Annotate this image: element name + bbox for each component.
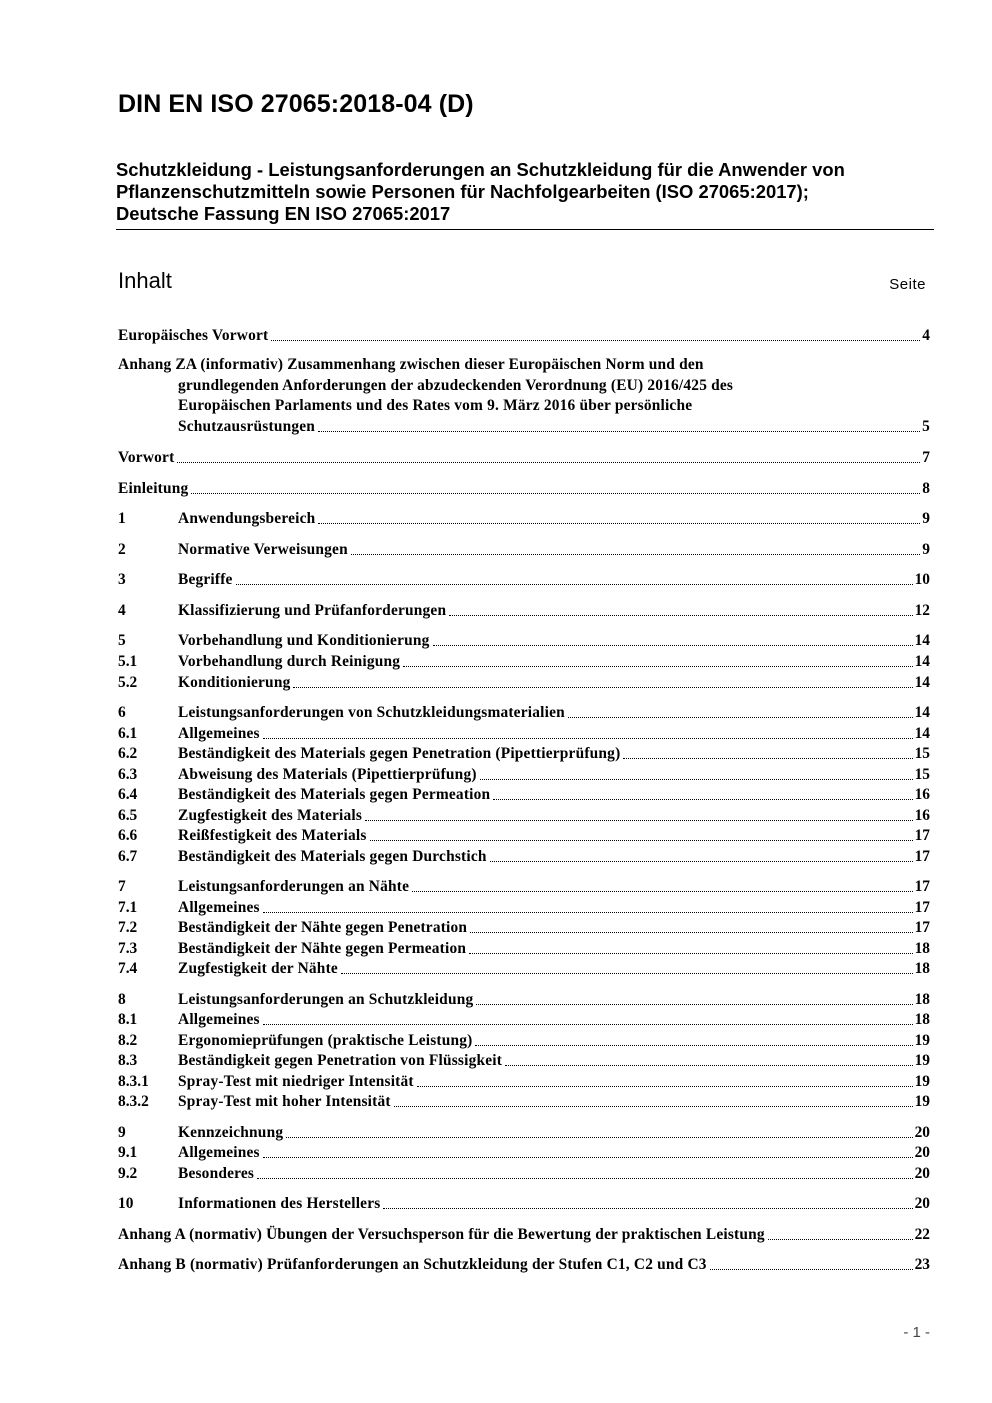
toc-entry-number: 8.3: [118, 1052, 138, 1069]
toc-dot-leader: [480, 779, 913, 780]
toc-entry-title: Ergonomieprüfungen (praktische Leistung): [178, 1032, 473, 1049]
toc-entry[interactable]: [118, 601, 930, 621]
toc-entry[interactable]: [118, 1194, 930, 1214]
toc-dot-leader: [469, 953, 912, 954]
toc-entry[interactable]: [118, 744, 930, 764]
toc-dot-leader: [470, 932, 912, 933]
toc-entry[interactable]: [118, 990, 930, 1010]
toc-dot-leader: [263, 912, 913, 913]
toc-entry-page: 19: [914, 1032, 930, 1049]
toc-entry-number: 6.7: [118, 848, 138, 865]
document-title: [116, 159, 934, 230]
toc-entry-title: Leistungsanforderungen an Nähte: [178, 878, 410, 895]
toc-dot-leader: [263, 738, 913, 739]
toc-dot-leader: [293, 687, 912, 688]
toc-entry-title: Zugfestigkeit der Nähte: [178, 960, 338, 977]
toc-entry-page: 18: [914, 991, 930, 1008]
toc-entry-page: 9: [922, 541, 930, 558]
toc-entry[interactable]: [118, 939, 930, 959]
toc-entry-page: 20: [914, 1124, 930, 1141]
toc-dot-leader: [403, 666, 912, 667]
toc-entry-page: 17: [914, 899, 930, 916]
toc-entry-page: 22: [914, 1226, 930, 1243]
toc-entry-title: Europäisches Vorwort: [118, 327, 269, 344]
toc-dot-leader: [383, 1208, 912, 1209]
toc-entry-title: Einleitung: [118, 480, 189, 497]
toc-dot-leader: [191, 493, 920, 494]
toc-entry-title: Allgemeines: [178, 725, 260, 742]
toc-entry-page: 18: [914, 940, 930, 957]
toc-dot-leader: [394, 1106, 913, 1107]
toc-dot-leader: [263, 1024, 913, 1025]
toc-entry[interactable]: [118, 1123, 930, 1143]
toc-entry[interactable]: [118, 898, 930, 918]
toc-entry-page: 9: [922, 510, 930, 527]
toc-dot-leader: [263, 1157, 913, 1158]
toc-entry[interactable]: [118, 1031, 930, 1051]
toc-entry-number: 5: [118, 632, 126, 649]
toc-dot-leader: [318, 523, 920, 524]
toc-dot-leader: [412, 891, 913, 892]
toc-entry-page: 14: [914, 632, 930, 649]
toc-heading: Inhalt: [118, 268, 172, 293]
toc-entry-title: Klassifizierung und Prüfanforderungen: [178, 602, 447, 619]
toc-dot-leader: [318, 431, 920, 432]
toc-entry-page: 10: [914, 571, 930, 588]
toc-entry-title: Spray-Test mit hoher Intensität: [178, 1093, 391, 1110]
toc-entry-title: Abweisung des Materials (Pipettierprüfung): [178, 766, 477, 783]
toc-entry-number: 6.2: [118, 745, 138, 762]
toc-entry-page: 4: [922, 327, 930, 344]
toc-entry-title: Besonderes: [178, 1165, 255, 1182]
toc-entry-number: 8.3.2: [118, 1093, 149, 1110]
toc-entry[interactable]: [118, 1051, 930, 1071]
toc-entry[interactable]: [118, 959, 930, 979]
toc-entry[interactable]: [118, 631, 930, 651]
toc-dot-leader: [476, 1004, 912, 1005]
toc-entry-number: 5.2: [118, 674, 138, 691]
toc-entry-title: Begriffe: [178, 571, 233, 588]
toc-entry-title-line: grundlegenden Anforderungen der abzudeckenden Verordnung (EU) 2016/425 des: [178, 376, 734, 394]
toc-entry-title: Beständigkeit des Materials gegen Durchstich: [178, 848, 487, 865]
toc-entry-number: 5.1: [118, 653, 138, 670]
toc-entry[interactable]: [118, 1143, 930, 1163]
toc-entry[interactable]: [118, 479, 930, 499]
toc-entry-title: Normative Verweisungen: [178, 541, 348, 558]
toc-entry[interactable]: [118, 703, 930, 723]
toc-entry-title: Zugfestigkeit des Materials: [178, 807, 363, 824]
toc-dot-leader: [493, 799, 912, 800]
toc-entry[interactable]: [118, 1010, 930, 1030]
toc-entry-title: Anhang A (normativ) Übungen der Versuchsperson für die Bewertung der praktischen Leistung: [118, 1226, 765, 1243]
toc-entry[interactable]: [118, 326, 930, 346]
toc-dot-leader: [710, 1269, 913, 1270]
toc-entry-title: Kennzeichnung: [178, 1124, 284, 1141]
toc-entry-number: 7.2: [118, 919, 138, 936]
toc-entry-title: Allgemeines: [178, 1144, 260, 1161]
toc-entry[interactable]: [118, 509, 930, 529]
toc-dot-leader: [257, 1178, 913, 1179]
toc-entry-title-line: Europäischen Parlaments und des Rates vom 9. März 2016 über persönliche: [178, 397, 693, 414]
toc-entry[interactable]: [118, 806, 930, 826]
toc-entry-title: Vorwort: [118, 449, 175, 466]
document-title-line: Deutsche Fassung EN ISO 27065:2017: [116, 203, 451, 224]
toc-entry-title: Leistungsanforderungen an Schutzkleidung: [178, 991, 474, 1008]
toc-entry[interactable]: [118, 1072, 930, 1092]
toc-entry-title: Vorbehandlung durch Reinigung: [178, 653, 401, 670]
toc-entry-title: Spray-Test mit niedriger Intensität: [178, 1073, 414, 1090]
toc-dot-leader: [271, 340, 920, 341]
toc-entry[interactable]: [118, 847, 930, 867]
toc-entry-page: 14: [914, 704, 930, 721]
toc-dot-leader: [568, 717, 913, 718]
toc-dot-leader: [490, 861, 913, 862]
toc-entry-number: 9: [118, 1124, 126, 1141]
toc-dot-leader: [236, 584, 913, 585]
toc-entry-page: 7: [922, 449, 930, 466]
toc-entry-page: 23: [914, 1256, 930, 1273]
toc-entry-page: 19: [914, 1073, 930, 1090]
toc-dot-leader: [365, 820, 913, 821]
toc-entry-number: 4: [118, 602, 126, 619]
toc-entry-number: 6.3: [118, 766, 138, 783]
toc-entry-number: 7.3: [118, 940, 138, 957]
toc-entry-page: 18: [914, 960, 930, 977]
toc-dot-leader: [505, 1065, 913, 1066]
toc-dot-leader: [286, 1137, 912, 1138]
document-title-line: Schutzkleidung - Leistungsanforderungen an Schutzkleidung für die Anwender von: [116, 159, 845, 180]
toc-entry-page: 18: [914, 1011, 930, 1028]
toc-entry-number: 8.1: [118, 1011, 138, 1028]
toc-dot-leader: [449, 615, 912, 616]
toc-entry[interactable]: [118, 826, 930, 846]
toc-entry[interactable]: [118, 652, 930, 672]
toc-entry-number: 6: [118, 704, 126, 721]
toc-entry-title: Reißfestigkeit des Materials: [178, 827, 367, 844]
toc-entry-title: Vorbehandlung und Konditionierung: [178, 632, 430, 649]
toc-dot-leader: [177, 462, 920, 463]
toc-dot-leader: [417, 1086, 913, 1087]
toc-entry-number: 10: [118, 1195, 134, 1212]
toc-entry-page: 19: [914, 1052, 930, 1069]
toc-entry-number: 1: [118, 510, 126, 527]
toc-entry-number: 7.4: [118, 960, 138, 977]
toc-entry-page: 14: [914, 674, 930, 691]
toc-entry[interactable]: [118, 785, 930, 805]
toc-entry-page: 14: [914, 725, 930, 742]
toc-entry-number: 6.5: [118, 807, 138, 824]
toc-entry[interactable]: [118, 765, 930, 785]
toc-entry[interactable]: [118, 1255, 930, 1275]
toc-dot-leader: [433, 645, 913, 646]
toc-entry[interactable]: [118, 918, 930, 938]
toc-entry-title: Anhang B (normativ) Prüfanforderungen an Schutzkleidung der Stufen C1, C2 und C3: [118, 1256, 707, 1273]
toc-entry-page: 15: [914, 766, 930, 783]
toc-entry[interactable]: [118, 1092, 930, 1112]
toc-entry-page: 19: [914, 1093, 930, 1110]
toc-entry-title: Allgemeines: [178, 899, 260, 916]
document-id: DIN EN ISO 27065:2018-04 (D): [118, 90, 474, 118]
toc-entry-annex-za[interactable]: [118, 355, 930, 437]
toc-dot-leader: [768, 1239, 913, 1240]
toc-entry-page: 20: [914, 1165, 930, 1182]
toc-entry-title: Beständigkeit gegen Penetration von Flüssigkeit: [178, 1052, 503, 1069]
toc-entry-title: Anwendungsbereich: [178, 510, 316, 527]
toc-page-column-label: Seite: [889, 276, 926, 293]
toc-entry-page: 12: [914, 602, 930, 619]
toc-entry-number: 8: [118, 991, 126, 1008]
toc-entry[interactable]: [118, 724, 930, 744]
toc-entry-title: Schutzausrüstungen: [178, 417, 316, 435]
toc-entry-number: 6.4: [118, 786, 138, 803]
toc-entry-title: Beständigkeit der Nähte gegen Permeation: [178, 940, 467, 957]
toc-entry[interactable]: [118, 448, 930, 468]
toc-entry[interactable]: [118, 1164, 930, 1184]
toc-entry-number: 3: [118, 571, 126, 588]
toc-entry-page: 17: [914, 827, 930, 844]
toc-dot-leader: [475, 1045, 912, 1046]
toc-entry-number: 9.2: [118, 1165, 138, 1182]
toc-entry-title: Beständigkeit des Materials gegen Penetration (Pipettierprüfung): [178, 745, 621, 762]
toc-entry-title: Beständigkeit des Materials gegen Permeation: [178, 786, 491, 803]
toc-dot-leader: [623, 758, 912, 759]
toc-entry-title-line: [118, 417, 930, 438]
document-title-line: Pflanzenschutzmitteln sowie Personen für Nachfolgearbeiten (ISO 27065:2017);: [116, 181, 809, 202]
toc-entry-title-line: Anhang ZA (informativ) Zusammenhang zwischen dieser Europäischen Norm und den: [118, 356, 704, 373]
toc-dot-leader: [370, 840, 913, 841]
toc-entry-page: 17: [914, 878, 930, 895]
toc-entry-page: 14: [914, 653, 930, 670]
toc-entry-page: 16: [914, 786, 930, 803]
toc-dot-leader: [351, 554, 920, 555]
toc-entry-title: Informationen des Herstellers: [178, 1195, 381, 1212]
toc-entry-page: 17: [914, 919, 930, 936]
toc-entry[interactable]: [118, 1225, 930, 1245]
toc-entry-number: 6.6: [118, 827, 138, 844]
toc-entry-title: Beständigkeit der Nähte gegen Penetration: [178, 919, 468, 936]
toc-header: [118, 268, 926, 298]
toc-entry-title: Konditionierung: [178, 674, 291, 691]
toc-entry-number: 9.1: [118, 1144, 138, 1161]
toc-entry-number: 8.2: [118, 1032, 138, 1049]
toc-entry-number: 7: [118, 878, 126, 895]
toc-dot-leader: [341, 973, 913, 974]
toc-entry-page: 8: [922, 480, 930, 497]
toc-entry-number: 6.1: [118, 725, 138, 742]
toc-entry[interactable]: [118, 673, 930, 693]
toc-entry-page: 16: [914, 807, 930, 824]
page-number: - 1 -: [903, 1324, 930, 1341]
toc-entry-page: 20: [914, 1195, 930, 1212]
toc-entry-title: Leistungsanforderungen von Schutzkleidungsmaterialien: [178, 704, 565, 721]
toc-entry-number: 7.1: [118, 899, 138, 916]
toc-entry-number: 8.3.1: [118, 1073, 149, 1090]
toc-entry-title: Allgemeines: [178, 1011, 260, 1028]
toc-entry-page: 20: [914, 1144, 930, 1161]
toc-entry-page: 17: [914, 848, 930, 865]
toc-entry-page: 15: [914, 745, 930, 762]
toc-entry[interactable]: [118, 570, 930, 590]
toc-entry-number: 2: [118, 541, 126, 558]
toc-entry[interactable]: [118, 540, 930, 560]
toc-entry-page: 5: [922, 417, 930, 435]
toc-entry[interactable]: [118, 877, 930, 897]
